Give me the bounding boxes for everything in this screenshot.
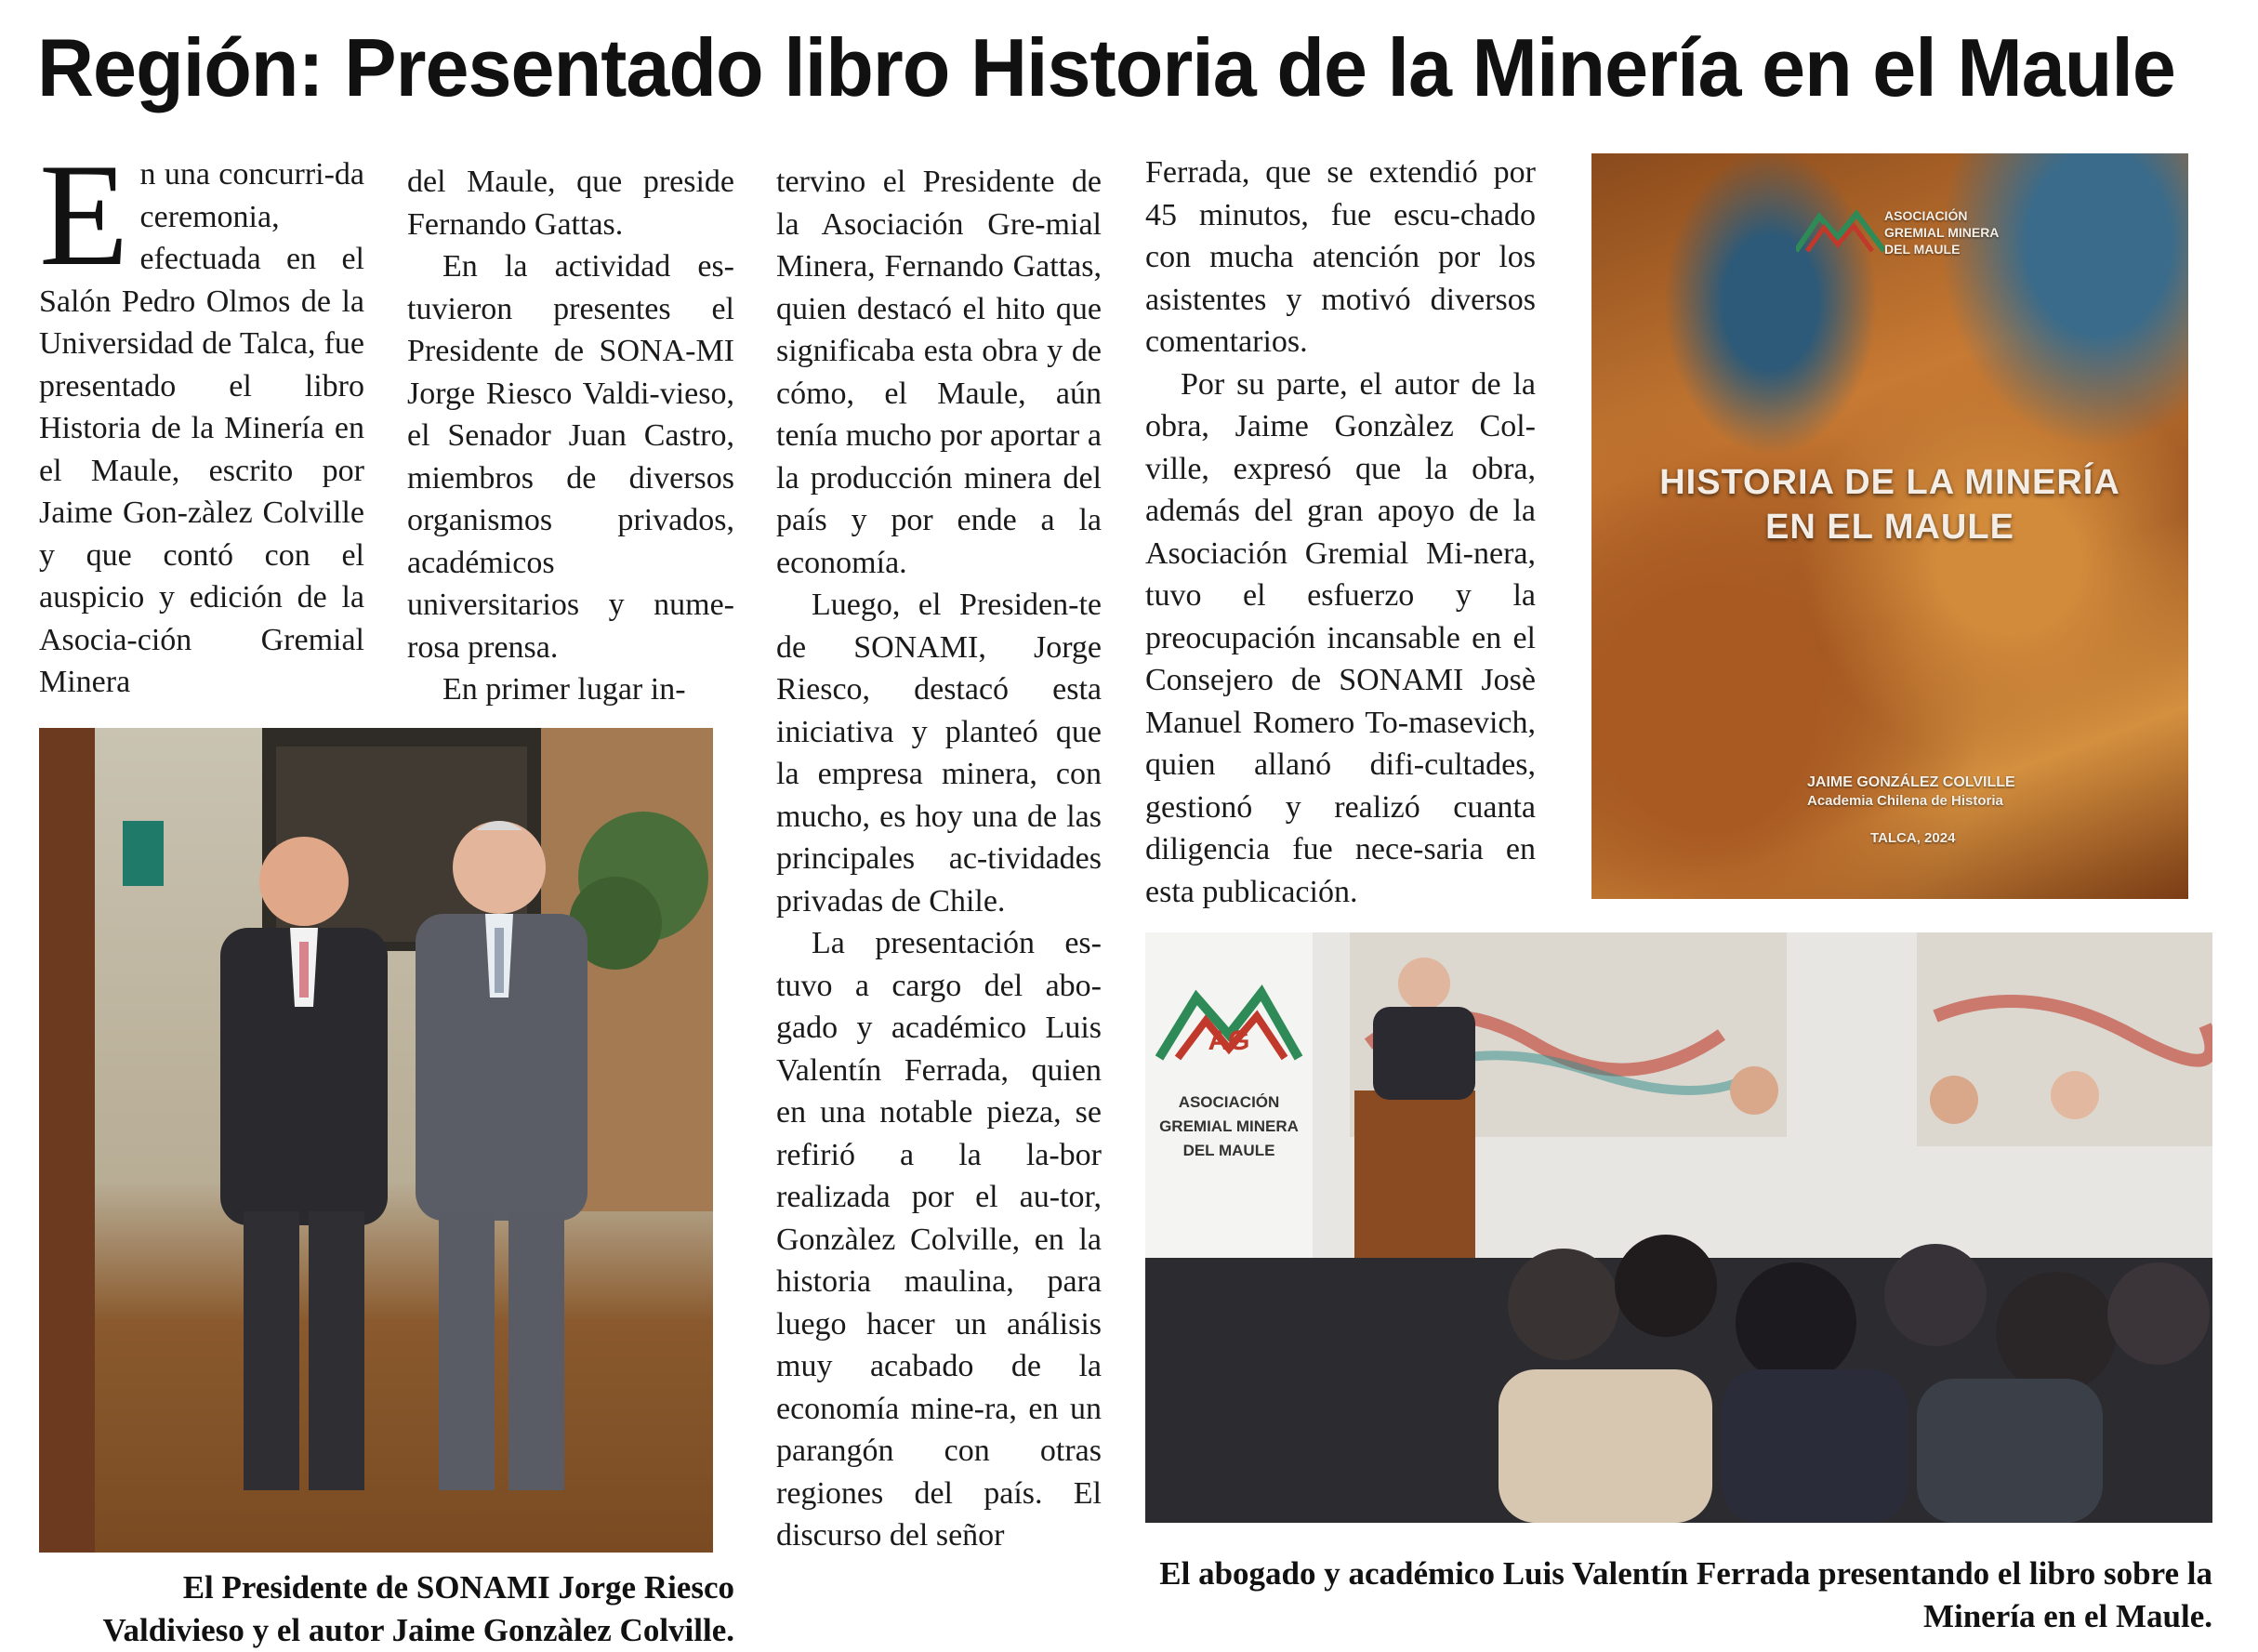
cover-place-year: TALCA, 2024: [1870, 830, 1956, 846]
book-cover-image: [1591, 153, 2188, 899]
drop-cap: E: [39, 134, 129, 297]
article-paragraph: Ferrada, que se extendió por 45 minutos, fue escu-chado con mucha atención por los asistentes y motivó diversos comentarios.: [1145, 155, 1536, 359]
cover-logo-text: ASOCIACIÓN GREMIAL MINERA DEL MAULE: [1884, 208, 1999, 257]
article-paragraph: Por su parte, el autor de la obra, Jaime Gonzàlez Col-ville, expresó que la obra, además del gran apoyo de la Asociación Gremial Mi-nera, tuvo el esfuerzo y la preocupación incansable en el Consejero de SONAMI Josè Manuel Romero To-masevich, quien allanó difi-cultades, gestionó y realizó cuanta diligencia fue nece-saria en esta publicación.: [1145, 366, 1536, 909]
event-photo: [1145, 932, 2212, 1523]
article-column-1: [39, 134, 364, 711]
article-column-4: [1145, 152, 1536, 909]
portrait-caption: El Presidente de SONAMI Jorge Riesco Valdivieso y el autor Jaime Gonzàlez Colville.: [102, 1569, 734, 1648]
article-column-3: [776, 161, 1102, 1639]
portrait-photo: [39, 728, 713, 1553]
article-paragraph: tervino el Presidente de la Asociación Gre-mial Minera, Fernando Gattas, quien destacó el hito que significaba esta obra y de cómo, el Maule, aún tenía mucho por aportar a la producción minera del país y por ende a la economía.: [776, 165, 1102, 580]
article-paragraph: En la actividad es-tuvieron presentes el Presidente de SONA-MI Jorge Riesco Valdi-vieso, el Senador Juan Castro, miembros de diversos organismos privados, académicos universitarios y nume-rosa prensa.: [407, 249, 734, 665]
event-caption: El abogado y académico Luis Valentín Ferrada presentando el libro sobre la Minería en el Maule.: [1159, 1555, 2212, 1634]
banner: [1145, 932, 1313, 1472]
mountain-logo-icon: [1796, 209, 1884, 256]
article-paragraph: En primer lugar in-: [442, 672, 686, 707]
banner-logo-mark: AG: [1208, 1025, 1250, 1056]
photo-scene-icon: [39, 728, 713, 1553]
headline: Región: Presentado libro Historia de la Minería en el Maule: [37, 21, 2175, 113]
article-paragraph: Luego, el Presiden-te de SONAMI, Jorge Riesco, destacó esta iniciativa y planteó que la empresa minera, con mucho, es hoy una de las principales ac-tividades privadas de Chile.: [776, 588, 1102, 919]
article-paragraph: del Maule, que preside Fernando Gattas.: [407, 165, 734, 242]
cover-author: JAIME GONZÁLEZ COLVILLE: [1807, 774, 2015, 790]
article-column-2: [407, 161, 734, 719]
cover-affiliation: Academia Chilena de Historia: [1807, 793, 2003, 809]
article-paragraph: La presentación es-tuvo a cargo del abo-gado y académico Luis Valentín Ferrada, quien en una notable pieza, se refirió a la la-bor realizada por el au-tor, Gonzàlez Colville, en la historia maulina, para luego hacer un análisis muy acabado de la economía mine-ra, en un parangón con otras regiones del país. El discurso del señor: [776, 926, 1102, 1553]
article-paragraph: n una concurri-da ceremonia, efectuada en el Salón Pedro Olmos de la Universidad de Talca, fue presentado el libro Historia de la Minería en el Maule, escrito por Jaime Gon-zàlez Colville y que contó con el auspicio y edición de la Asocia-ción Gremial Minera: [39, 157, 364, 699]
cover-title: HISTORIA DE LA MINERÍA EN EL MAULE: [1659, 463, 2120, 547]
banner-text: ASOCIACIÓN GREMIAL MINERA DEL MAULE: [1159, 1093, 1299, 1159]
